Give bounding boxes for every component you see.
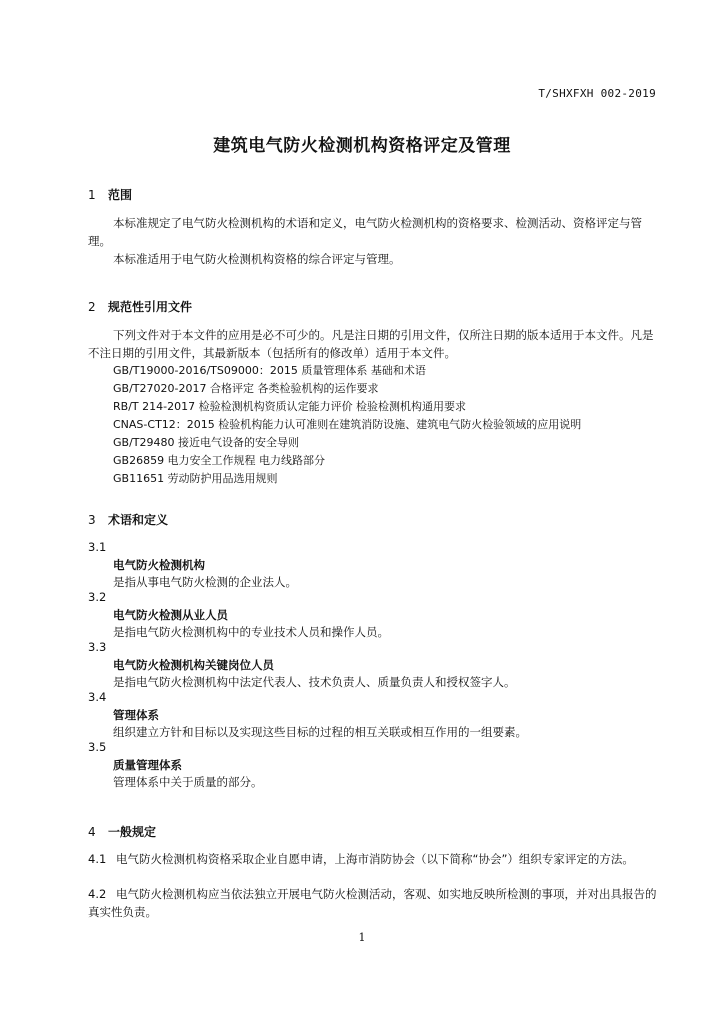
term-name: 电气防火检测机构关键岗位人员 xyxy=(113,658,274,672)
paragraph: 下列文件对于本文件的应用是必不可少的。凡是注日期的引用文件，仅所注日期的版本适用于本文件。凡是不注日期的引用文件，其最新版本（包括所有的修改单）适用于本文件。 xyxy=(88,328,654,360)
reference-item: GB11651 劳动防护用品选用规则 xyxy=(113,472,278,485)
section-title: 规范性引用文件 xyxy=(108,300,193,314)
term-definition: 组织建立方针和目标以及实现这些目标的过程的相互关联或相互作用的一组要素。 xyxy=(113,725,527,739)
clause-item xyxy=(88,850,658,868)
clause-text: 电气防火检测机构资格采取企业自愿申请，上海市消防协会（以下简称“协会”）组织专家评定的方法。 xyxy=(116,852,634,866)
clause-text: 电气防火检测机构应当依法独立开展电气防火检测活动，客观、如实地反映所检测的事项，并对出具报告的真实性负责。 xyxy=(88,887,657,919)
section-number: 2 xyxy=(88,300,96,314)
term-definition: 是指电气防火检测机构中的专业技术人员和操作人员。 xyxy=(113,625,389,639)
term-name: 质量管理体系 xyxy=(113,758,182,772)
clause-number: 4.1 xyxy=(88,852,107,866)
section-heading-scope xyxy=(88,186,132,203)
term-number: 3.3 xyxy=(88,640,107,654)
section-number: 4 xyxy=(88,825,96,839)
reference-item: CNAS-CT12：2015 检验机构能力认可准则在建筑消防设施、建筑电气防火检验领域的应用说明 xyxy=(113,418,582,431)
paragraph: 本标准规定了电气防火检测机构的术语和定义，电气防火检测机构的资格要求、检测活动、资格评定与管理。 xyxy=(88,216,642,248)
reference-item: GB26859 电力安全工作规程 电力线路部分 xyxy=(113,454,326,467)
term-number: 3.1 xyxy=(88,540,107,554)
term-definition: 是指从事电气防火检测的企业法人。 xyxy=(113,575,297,589)
term-name: 管理体系 xyxy=(113,708,159,722)
document-title: 建筑电气防火检测机构资格评定及管理 xyxy=(213,136,511,156)
section-title: 一般规定 xyxy=(108,825,157,839)
section-title: 范围 xyxy=(108,188,133,202)
section-heading-general-provisions xyxy=(88,823,156,840)
term-number: 3.5 xyxy=(88,740,107,754)
reference-item: GB/T29480 接近电气设备的安全导则 xyxy=(113,436,299,449)
section-heading-terms xyxy=(88,511,168,528)
term-name: 电气防火检测机构 xyxy=(113,558,205,572)
clause-item xyxy=(88,885,658,921)
paragraph: 本标准适用于电气防火检测机构资格的综合评定与管理。 xyxy=(113,252,401,266)
clause-number: 4.2 xyxy=(88,887,107,901)
term-name: 电气防火检测从业人员 xyxy=(113,608,228,622)
reference-item: GB/T19000-2016/TS09000：2015 质量管理体系 基础和术语 xyxy=(113,364,426,377)
term-number: 3.2 xyxy=(88,590,107,604)
reference-item: RB/T 214-2017 检验检测机构资质认定能力评价 检验检测机构通用要求 xyxy=(113,400,467,413)
section-title: 术语和定义 xyxy=(108,513,169,527)
section-heading-normative-references xyxy=(88,298,192,315)
reference-item: GB/T27020-2017 合格评定 各类检验机构的运作要求 xyxy=(113,382,379,395)
section-number: 3 xyxy=(88,513,96,527)
section-number: 1 xyxy=(88,188,96,202)
term-number: 3.4 xyxy=(88,690,107,704)
term-definition: 是指电气防火检测机构中法定代表人、技术负责人、质量负责人和授权签字人。 xyxy=(113,675,516,689)
document-code: T/SHXFXH 002-2019 xyxy=(538,87,656,100)
page-number: 1 xyxy=(358,931,366,944)
term-definition: 管理体系中关于质量的部分。 xyxy=(113,775,263,789)
